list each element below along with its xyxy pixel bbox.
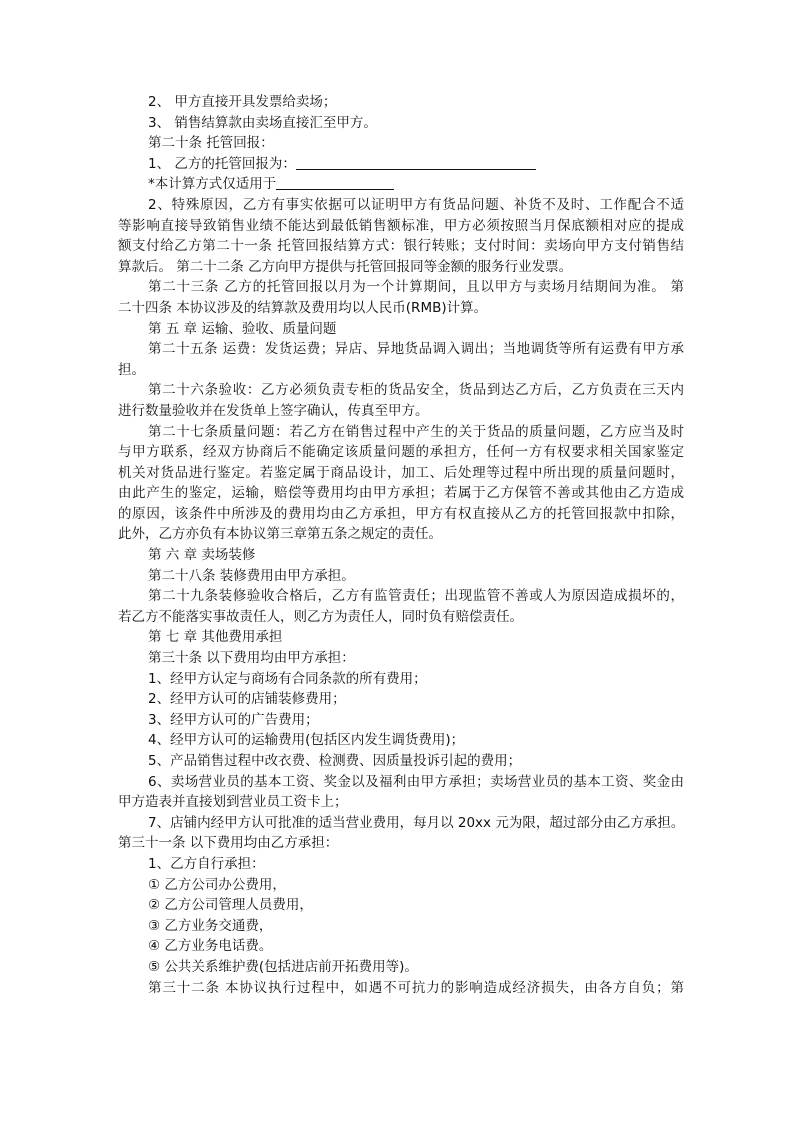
article-heading: 第二十八条 装修费用由甲方承担。 [148, 567, 355, 584]
chapter-heading: 第 七 章 其他费用承担 [148, 629, 283, 646]
list-item: ⑤ 公共关系维护费(包括进店前开拓费用等)。 [148, 958, 418, 975]
list-item: 1、经甲方认定与商场有合同条款的所有费用； [148, 670, 427, 687]
text-label: 1、 乙方的托管回报为： [148, 155, 296, 172]
text-line [118, 174, 684, 195]
text-line: 的原因，该条件中所涉及的费用均由乙方承担，甲方有权直接从乙方的托管回报款中扣除， [118, 505, 684, 522]
list-item: ② 乙方公司管理人员费用， [148, 897, 313, 914]
text-line: 第二十九条装修验收合格后，乙方有监管责任；出现监管不善或人为原因造成损坏的， [148, 588, 684, 605]
article-heading: 第三十条 以下费用均由甲方承担： [148, 650, 355, 667]
text-line: 第二十六条验收：乙方必须负责专柜的货品安全，货品到达乙方后，乙方负责在三天内 [148, 382, 684, 399]
text-line: 额支付给乙方第二十一条 托管回报结算方式：银行转账；支付时间：卖场向甲方支付销售结 [118, 238, 684, 255]
list-item: 2、经甲方认可的店铺装修费用； [148, 691, 346, 708]
list-item: 7、店铺内经甲方认可批准的适当营业费用，每月以 20xx 元为限，超过部分由乙方承担。 [148, 814, 684, 831]
text-line: 若乙方不能落实事故责任人，则乙方为责任人，同时负有赔偿责任。 [118, 608, 523, 625]
list-item: ① 乙方公司办公费用， [148, 876, 286, 893]
text-line: 机关对货品进行鉴定。若鉴定属于商品设计，加工、后处理等过程中所出现的质量问题时， [118, 464, 684, 481]
list-item: 6、卖场营业员的基本工资、奖金以及福利由甲方承担；卖场营业员的基本工资、奖金由 [148, 773, 684, 790]
text-line: 与甲方联系，经双方协商后不能确定该质量问题的承担方，任何一方有权要求相关国家鉴定 [118, 444, 684, 461]
fill-in-blank [276, 175, 394, 190]
list-item: 5、产品销售过程中改衣费、检测费、因质量投诉引起的费用； [148, 753, 522, 769]
text-line: 3、 销售结算款由卖场直接汇至甲方。 [148, 114, 377, 131]
text-line: 第二十五条 运费：发货运费；异店、异地货品调入调出；当地调货等所有运费有甲方承 [148, 341, 684, 358]
list-item: ③ 乙方业务交通费， [148, 917, 273, 934]
chapter-heading: 第 六 章 卖场装修 [148, 547, 256, 564]
list-item: ④ 乙方业务电话费。 [148, 938, 273, 955]
text-line: 担。 [118, 361, 145, 378]
text-label: *本计算方式仅适用于 [148, 176, 277, 193]
chapter-heading: 第 五 章 运输、验收、质量问题 [148, 320, 337, 337]
list-item: 1、乙方自行承担： [148, 855, 265, 872]
text-line: 第二十七条质量问题：若乙方在销售过程中产生的关于货品的质量问题，乙方应当及时 [148, 423, 684, 440]
text-line: 由此产生的鉴定，运输，赔偿等费用均由甲方承担；若属于乙方保管不善或其他由乙方造成 [118, 485, 684, 502]
article-heading: 第三十一条 以下费用均由乙方承担： [118, 835, 339, 852]
list-item: 3、经甲方认可的广告费用； [148, 711, 319, 728]
document-body [118, 92, 684, 998]
text-line: 甲方造表并直接划到营业员工资卡上； [118, 794, 348, 811]
text-line: 二十四条 本协议涉及的结算款及费用均以人民币(RMB)计算。 [118, 299, 488, 316]
text-line: 第三十二条 本协议执行过程中，如遇不可抗力的影响造成经济损失，由各方自负；第 [148, 979, 684, 996]
text-line [118, 154, 684, 175]
fill-in-blank [296, 155, 536, 170]
text-line: 此外，乙方亦负有本协议第三章第五条之规定的责任。 [118, 526, 442, 543]
list-item: 4、经甲方认可的运输费用(包括区内发生调货费用)； [148, 732, 465, 749]
text-line: 等影响直接导致销售业绩不能达到最低销售额标准，甲方必须按照当月保底额相对应的提成 [118, 217, 684, 234]
text-line: 算款后。 第二十二条 乙方向甲方提供与托管回报同等金额的服务行业发票。 [118, 258, 573, 275]
text-line: 第二十三条 乙方的托管回报以月为一个计算期间，且以甲方与卖场月结期间为准。 第 [148, 279, 684, 296]
article-heading: 第二十条 托管回报： [148, 135, 274, 152]
text-line: 2、特殊原因，乙方有事实依据可以证明甲方有货品问题、补货不及时、工作配合不适 [148, 196, 684, 213]
text-line: 进行数量验收并在发货单上签字确认，传真至甲方。 [118, 402, 429, 419]
text-line: 2、 甲方直接开具发票给卖场； [148, 94, 337, 110]
